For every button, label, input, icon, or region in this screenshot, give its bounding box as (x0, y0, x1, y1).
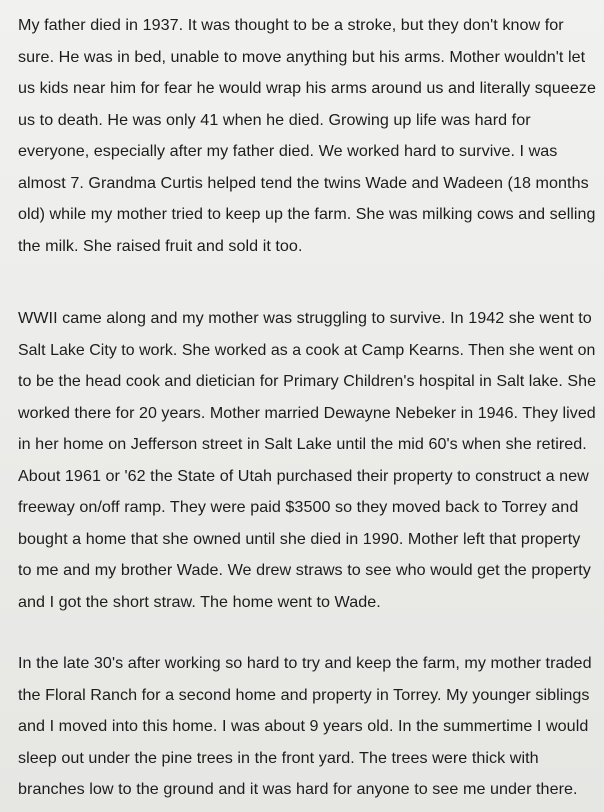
text-line: in her home on Jefferson street in Salt Lake until the mid 60's when she retired. (18, 435, 587, 453)
text-line: Salt Lake City to work. She worked as a cook at Camp Kearns. Then she went on (18, 341, 596, 359)
text-line: sleep out under the pine trees in the front yard. The trees were thick with (18, 748, 539, 767)
text-line: everyone, especially after my father died. We worked hard to survive. I was (18, 142, 558, 160)
text-line: About 1961 or '62 the State of Utah purchased their property to construct a new (18, 466, 589, 485)
text-line: WWII came along and my mother was struggling to survive. In 1942 she went to (18, 309, 592, 327)
paragraph-torrey-home (18, 648, 598, 806)
text-line: to me and my brother Wade. We drew straws to see who would get the property (18, 561, 591, 579)
text-line: and I got the short straw. The home went to Wade. (18, 592, 381, 611)
text-line: the Floral Ranch for a second home and property in Torrey. My younger siblings (18, 685, 590, 704)
text-line: bought a home that she owned until she died in 1990. Mother left that property (18, 529, 581, 548)
text-line: In the late 30's after working so hard to try and keep the farm, my mother traded (18, 654, 592, 672)
text-line: almost 7. Grandma Curtis helped tend the twins Wade and Wadeen (18 months (18, 173, 589, 192)
text-line: old) while my mother tried to keep up the farm. She was milking cows and selling (18, 205, 596, 223)
text-line: us kids near him for fear he would wrap his arms around us and literally squeeze (18, 79, 596, 97)
text-line: the milk. She raised fruit and sold it too. (18, 236, 303, 255)
text-line: to be the head cook and dietician for Primary Children's hospital in Salt lake. She (18, 372, 597, 390)
text-line: sure. He was in bed, unable to move anything but his arms. Mother wouldn't let (18, 47, 586, 66)
paragraph-wwii (18, 303, 598, 618)
text-line: us to death. He was only 41 when he died. Growing up life was hard for (18, 110, 531, 129)
paragraph-father-death (18, 10, 598, 262)
text-line: and I moved into this home. I was about 9 years old. In the summertime I would (18, 717, 589, 735)
text-line: branches low to the ground and it was hard for anyone to see me under there. (18, 780, 578, 798)
text-line: My father died in 1937. It was thought to be a stroke, but they don't know for (18, 16, 564, 34)
text-line: worked there for 20 years. Mother married Dewayne Nebeker in 1946. They lived (18, 403, 596, 422)
text-line: freeway on/off ramp. They were paid $3500 so they moved back to Torrey and (18, 498, 579, 516)
